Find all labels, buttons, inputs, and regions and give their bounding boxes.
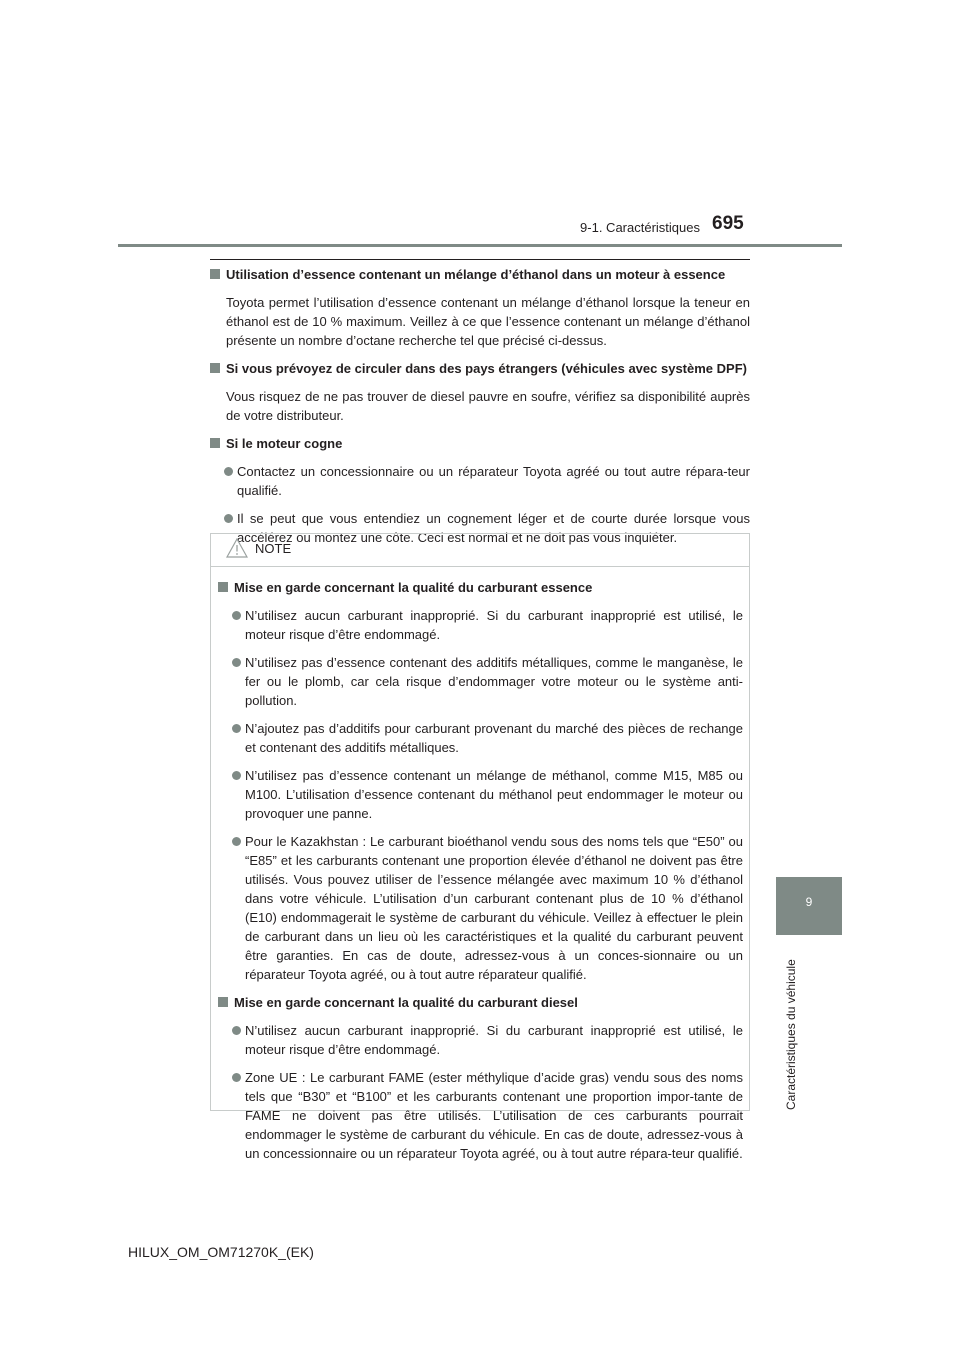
heading-engine-knock: Si le moteur cogne xyxy=(210,434,750,453)
note-bullet: N’utilisez aucun carburant inapproprié. Si du carburant inapproprié est utilisé, le moteur risque d’être endommagé. xyxy=(218,1021,743,1059)
note-bullet: N’utilisez pas d’essence contenant des additifs métalliques, comme le manganèse, le fer ou le plomb, car cela risque d’endommager votre moteur ou le système anti-pollution. xyxy=(218,653,743,710)
chapter-tab[interactable]: 9 xyxy=(776,877,842,935)
running-header-section: 9-1. Caractéristiques xyxy=(580,220,700,235)
page-number: 695 xyxy=(712,213,744,234)
heading-ethanol-blend: Utilisation d’essence contenant un mélange d’éthanol dans un moteur à essence xyxy=(210,265,750,284)
paragraph-foreign-countries: Vous risquez de ne pas trouver de diesel pauvre en soufre, vérifiez sa disponibilité auprès de votre distributeur. xyxy=(226,389,750,423)
document-code: HILUX_OM_OM71270K_(EK) xyxy=(128,1244,314,1260)
note-heading-diesel: Mise en garde concernant la qualité du carburant diesel xyxy=(218,993,743,1012)
note-bullet: Pour le Kazakhstan : Le carburant bioéthanol vendu sous des noms tels que “E50” ou “E85” et les carburants contenant une proportion élevée d’éthanol ne doivent pas être utilisés. Vous pouvez utiliser de l’essence mélangée avec maximum 10 % d’éthanol dans votre véhicule. L’utilisation d’un carburant contenant plus de 10 % d’éthanol (E10) endommagerait le système de carburant du véhicule. Veillez à effectuer le plein de carburant dans un lieu où les caractéristiques et la qualité du carburant peuvent être garanties. En cas de doute, adressez-vous à un conces-sionnaire ou un réparateur Toyota agréé, ou à tout autre réparateur qualifié. xyxy=(218,832,743,984)
paragraph-ethanol-blend: Toyota permet l’utilisation d’essence contenant un mélange d’éthanol lorsque la teneur en éthanol est de 10 % maximum. Veillez à ce que l’essence contenant un mélange d’éthanol présente un nombre d’octane recherche tel que précisé ci-dessus. xyxy=(226,295,750,348)
main-content xyxy=(210,265,750,547)
header-rule xyxy=(118,244,842,247)
note-title: NOTE xyxy=(255,541,292,556)
note-body xyxy=(218,578,743,1163)
section-divider xyxy=(210,259,750,260)
bullet-light-knock: Il se peut que vous entendiez un cognement léger et de courte durée lorsque vous accélérez ou montez une côte. Ceci est normal et ne doit pas vous inquiéter. xyxy=(210,509,750,547)
heading-foreign-countries: Si vous prévoyez de circuler dans des pays étrangers (véhicules avec système DPF) xyxy=(210,359,750,378)
note-bullet: Zone UE : Le carburant FAME (ester méthylique d’acide gras) vendu sous des noms tels que “B30” et “B100” et les carburants contenant une proportion impor-tante de FAME ne doivent pas être utilisés. L’utilisation de ces carburants pourrait endommager le système de carburant du véhicule. En cas de doute, adressez-vous à un concessionnaire ou un réparateur Toyota agréé, ou à tout autre répara-teur qualifié. xyxy=(218,1068,743,1163)
note-header xyxy=(211,534,749,567)
note-bullet: N’utilisez aucun carburant inapproprié. Si du carburant inapproprié est utilisé, le moteur risque d’être endommagé. xyxy=(218,606,743,644)
note-heading-gasoline: Mise en garde concernant la qualité du carburant essence xyxy=(218,578,743,597)
note-bullet: N’utilisez pas d’essence contenant un mélange de méthanol, comme M15, M85 ou M100. L’utilisation d’essence contenant du méthanol peut endommager le moteur ou provoquer une panne. xyxy=(218,766,743,823)
note-bullet: N’ajoutez pas d’additifs pour carburant provenant du marché des pièces de rechange et contenant des additifs métalliques. xyxy=(218,719,743,757)
warning-triangle-icon xyxy=(226,538,248,558)
chapter-label: Caractéristiques du véhicule xyxy=(784,959,798,1110)
bullet-contact-dealer: Contactez un concessionnaire ou un réparateur Toyota agréé ou tout autre répara-teur qualifié. xyxy=(210,462,750,500)
chapter-label-container xyxy=(780,940,808,1108)
